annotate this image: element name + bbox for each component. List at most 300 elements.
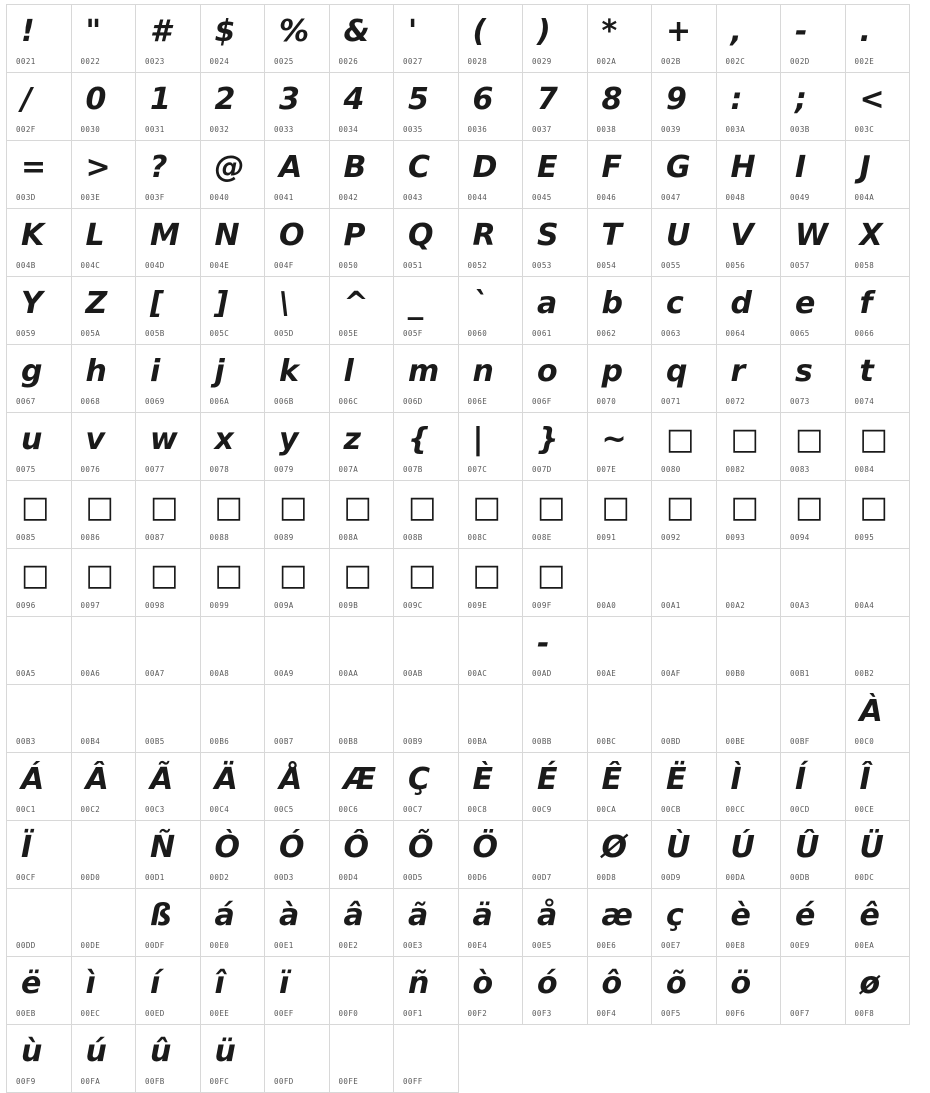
glyph-cell[interactable]: [652, 753, 717, 821]
glyph-cell[interactable]: [265, 73, 330, 141]
glyph-cell[interactable]: [72, 209, 137, 277]
glyph-cell[interactable]: [781, 957, 846, 1025]
glyph-cell[interactable]: [330, 413, 395, 481]
glyph-cell[interactable]: [201, 821, 266, 889]
glyph-codepoint: 0074: [854, 397, 875, 406]
glyph-cell[interactable]: [330, 889, 395, 957]
glyph-cell[interactable]: [265, 549, 330, 617]
glyph-cell[interactable]: [72, 617, 137, 685]
glyph-codepoint: 0033: [274, 125, 294, 134]
glyph-cell[interactable]: [201, 345, 266, 413]
glyph-preview: ø: [859, 966, 881, 1001]
glyph-cell[interactable]: [136, 413, 201, 481]
glyph-cell[interactable]: [330, 5, 395, 73]
glyph-cell[interactable]: [265, 209, 330, 277]
glyph-cell[interactable]: [394, 549, 459, 617]
glyph-preview: G: [666, 150, 691, 185]
glyph-cell[interactable]: [72, 549, 137, 617]
glyph-cell[interactable]: [652, 481, 717, 549]
glyph-cell[interactable]: [330, 753, 395, 821]
glyph-codepoint: 00B6: [209, 737, 230, 746]
glyph-preview: ?: [150, 150, 168, 185]
glyph-preview: □: [730, 422, 759, 457]
glyph-codepoint: 00E2: [338, 941, 359, 950]
glyph-codepoint: 00B0: [725, 669, 746, 678]
glyph-cell[interactable]: [136, 1025, 201, 1093]
glyph-cell[interactable]: [523, 821, 588, 889]
glyph-cell[interactable]: [781, 617, 846, 685]
glyph-cell[interactable]: [136, 481, 201, 549]
glyph-codepoint: 0097: [80, 601, 101, 610]
glyph-preview: M: [150, 218, 180, 253]
glyph-codepoint: 005B: [145, 329, 165, 338]
glyph-codepoint: 0025: [274, 57, 294, 66]
glyph-cell[interactable]: [459, 209, 524, 277]
glyph-cell[interactable]: [201, 141, 266, 209]
glyph-cell[interactable]: [588, 889, 653, 957]
glyph-preview: ú: [85, 1034, 107, 1069]
glyph-cell[interactable]: [201, 73, 266, 141]
glyph-cell[interactable]: [265, 277, 330, 345]
glyph-preview: y: [279, 422, 299, 457]
glyph-cell[interactable]: [7, 821, 72, 889]
glyph-cell[interactable]: [394, 753, 459, 821]
glyph-cell[interactable]: [523, 345, 588, 413]
glyph-preview: 8: [601, 82, 623, 117]
glyph-cell[interactable]: [459, 5, 524, 73]
glyph-cell[interactable]: [7, 549, 72, 617]
glyph-cell[interactable]: [7, 889, 72, 957]
glyph-cell[interactable]: [265, 5, 330, 73]
glyph-codepoint: 0094: [790, 533, 810, 542]
glyph-cell[interactable]: [781, 821, 846, 889]
glyph-codepoint: 0026: [338, 57, 359, 66]
glyph-cell[interactable]: [652, 413, 717, 481]
glyph-cell[interactable]: [717, 821, 782, 889]
glyph-cell[interactable]: [459, 345, 524, 413]
glyph-cell[interactable]: [652, 617, 717, 685]
glyph-preview: s: [795, 354, 813, 389]
glyph-cell[interactable]: [201, 481, 266, 549]
glyph-cell[interactable]: [201, 957, 266, 1025]
glyph-cell[interactable]: [523, 957, 588, 1025]
glyph-cell[interactable]: [136, 617, 201, 685]
glyph-cell[interactable]: [459, 617, 524, 685]
glyph-cell[interactable]: [717, 413, 782, 481]
glyph-cell[interactable]: [72, 685, 137, 753]
glyph-cell[interactable]: [781, 5, 846, 73]
glyph-cell[interactable]: [72, 277, 137, 345]
glyph-cell[interactable]: [523, 141, 588, 209]
glyph-preview: U: [666, 218, 691, 253]
glyph-preview: ": [85, 14, 102, 49]
glyph-cell[interactable]: [330, 957, 395, 1025]
glyph-cell-placeholder: [523, 1025, 588, 1093]
glyph-cell[interactable]: [523, 617, 588, 685]
glyph-cell[interactable]: [717, 481, 782, 549]
glyph-cell[interactable]: [394, 5, 459, 73]
glyph-cell[interactable]: [330, 821, 395, 889]
glyph-codepoint: 00E4: [467, 941, 488, 950]
glyph-codepoint: 00C5: [274, 805, 294, 814]
glyph-cell[interactable]: [459, 889, 524, 957]
glyph-cell[interactable]: [136, 73, 201, 141]
glyph-cell[interactable]: [459, 413, 524, 481]
glyph-cell[interactable]: [136, 5, 201, 73]
glyph-cell[interactable]: [330, 345, 395, 413]
glyph-cell[interactable]: [588, 617, 653, 685]
glyph-preview: x: [214, 422, 234, 457]
glyph-cell[interactable]: [265, 821, 330, 889]
glyph-codepoint: 00EA: [854, 941, 875, 950]
glyph-cell[interactable]: [72, 345, 137, 413]
glyph-cell[interactable]: [201, 685, 266, 753]
glyph-cell[interactable]: [652, 277, 717, 345]
glyph-cell[interactable]: [846, 617, 911, 685]
glyph-cell[interactable]: [136, 957, 201, 1025]
glyph-cell[interactable]: [265, 345, 330, 413]
glyph-cell[interactable]: [846, 345, 911, 413]
glyph-codepoint: 0099: [209, 601, 230, 610]
glyph-cell[interactable]: [781, 413, 846, 481]
glyph-cell[interactable]: [459, 685, 524, 753]
glyph-cell[interactable]: [588, 345, 653, 413]
glyph-cell[interactable]: [523, 685, 588, 753]
glyph-codepoint: 00D5: [403, 873, 423, 882]
glyph-cell[interactable]: [652, 821, 717, 889]
glyph-preview: t: [859, 354, 874, 389]
glyph-cell[interactable]: [652, 141, 717, 209]
glyph-codepoint: 007C: [467, 465, 488, 474]
glyph-cell[interactable]: [330, 277, 395, 345]
glyph-cell[interactable]: [459, 73, 524, 141]
glyph-preview: Ô: [343, 830, 370, 865]
glyph-preview: X: [859, 218, 883, 253]
glyph-cell[interactable]: [781, 277, 846, 345]
glyph-cell[interactable]: [588, 277, 653, 345]
glyph-codepoint: 00E7: [661, 941, 681, 950]
glyph-preview: 7: [537, 82, 558, 117]
glyph-cell[interactable]: [459, 277, 524, 345]
glyph-cell[interactable]: [330, 141, 395, 209]
glyph-cell[interactable]: [652, 549, 717, 617]
glyph-codepoint: 006B: [274, 397, 294, 406]
glyph-cell[interactable]: [717, 209, 782, 277]
glyph-cell[interactable]: [846, 141, 911, 209]
glyph-cell[interactable]: [523, 481, 588, 549]
glyph-cell[interactable]: [330, 549, 395, 617]
glyph-cell[interactable]: [588, 753, 653, 821]
glyph-cell[interactable]: [781, 73, 846, 141]
glyph-cell[interactable]: [846, 73, 911, 141]
glyph-codepoint: 009A: [274, 601, 294, 610]
glyph-cell[interactable]: [846, 685, 911, 753]
glyph-cell[interactable]: [781, 345, 846, 413]
glyph-cell[interactable]: [72, 753, 137, 821]
glyph-cell[interactable]: [523, 5, 588, 73]
glyph-cell[interactable]: [846, 5, 911, 73]
glyph-cell[interactable]: [459, 549, 524, 617]
glyph-cell[interactable]: [717, 889, 782, 957]
glyph-cell[interactable]: [265, 141, 330, 209]
glyph-cell[interactable]: [265, 889, 330, 957]
glyph-cell[interactable]: [72, 889, 137, 957]
glyph-preview: è: [730, 898, 751, 933]
glyph-cell[interactable]: [652, 73, 717, 141]
glyph-cell[interactable]: [846, 889, 911, 957]
glyph-cell[interactable]: [459, 753, 524, 821]
glyph-cell[interactable]: [588, 73, 653, 141]
glyph-codepoint: 0073: [790, 397, 810, 406]
glyph-preview: /: [21, 82, 32, 117]
glyph-cell[interactable]: [717, 617, 782, 685]
glyph-cell[interactable]: [7, 5, 72, 73]
glyph-cell[interactable]: [265, 481, 330, 549]
glyph-cell[interactable]: [265, 753, 330, 821]
glyph-cell[interactable]: [72, 141, 137, 209]
glyph-cell[interactable]: [72, 481, 137, 549]
glyph-codepoint: 00F3: [532, 1009, 552, 1018]
glyph-cell[interactable]: [7, 957, 72, 1025]
glyph-codepoint: 007A: [338, 465, 359, 474]
glyph-cell[interactable]: [523, 413, 588, 481]
glyph-cell[interactable]: [394, 73, 459, 141]
glyph-cell[interactable]: [136, 685, 201, 753]
glyph-cell[interactable]: [72, 73, 137, 141]
glyph-cell[interactable]: [330, 685, 395, 753]
glyph-cell[interactable]: [717, 957, 782, 1025]
glyph-cell[interactable]: [588, 481, 653, 549]
glyph-cell[interactable]: [136, 277, 201, 345]
glyph-cell[interactable]: [7, 617, 72, 685]
glyph-codepoint: 00FD: [274, 1077, 294, 1086]
glyph-cell[interactable]: [846, 413, 911, 481]
glyph-cell[interactable]: [717, 73, 782, 141]
glyph-cell[interactable]: [459, 141, 524, 209]
glyph-preview: ;: [795, 82, 807, 117]
glyph-cell[interactable]: [652, 957, 717, 1025]
glyph-cell[interactable]: [201, 5, 266, 73]
glyph-cell[interactable]: [265, 1025, 330, 1093]
glyph-cell[interactable]: [72, 1025, 137, 1093]
glyph-cell[interactable]: [523, 889, 588, 957]
glyph-cell[interactable]: [136, 209, 201, 277]
glyph-codepoint: 00E5: [532, 941, 552, 950]
glyph-cell[interactable]: [652, 889, 717, 957]
glyph-cell[interactable]: [717, 685, 782, 753]
glyph-cell[interactable]: [201, 1025, 266, 1093]
glyph-cell[interactable]: [846, 753, 911, 821]
glyph-cell[interactable]: [588, 957, 653, 1025]
glyph-cell[interactable]: [781, 141, 846, 209]
glyph-cell[interactable]: [7, 209, 72, 277]
glyph-codepoint: 0049: [790, 193, 810, 202]
glyph-cell[interactable]: [136, 821, 201, 889]
glyph-cell[interactable]: [265, 413, 330, 481]
glyph-cell[interactable]: [7, 753, 72, 821]
glyph-cell[interactable]: [717, 549, 782, 617]
glyph-cell[interactable]: [394, 821, 459, 889]
glyph-codepoint: 0082: [725, 465, 746, 474]
glyph-cell[interactable]: [201, 617, 266, 685]
glyph-cell[interactable]: [265, 685, 330, 753]
glyph-cell[interactable]: [523, 209, 588, 277]
glyph-cell[interactable]: [394, 685, 459, 753]
glyph-codepoint: 004A: [854, 193, 875, 202]
glyph-cell[interactable]: [588, 209, 653, 277]
glyph-cell[interactable]: [201, 277, 266, 345]
glyph-cell[interactable]: [717, 277, 782, 345]
glyph-preview: □: [21, 558, 50, 593]
glyph-preview: Ü: [859, 830, 884, 865]
glyph-codepoint: 0077: [145, 465, 165, 474]
glyph-codepoint: 002D: [790, 57, 810, 66]
glyph-cell[interactable]: [265, 957, 330, 1025]
glyph-cell[interactable]: [588, 549, 653, 617]
glyph-cell[interactable]: [781, 889, 846, 957]
glyph-cell[interactable]: [394, 345, 459, 413]
glyph-cell[interactable]: [201, 753, 266, 821]
glyph-cell[interactable]: [717, 345, 782, 413]
glyph-cell[interactable]: [846, 957, 911, 1025]
glyph-cell[interactable]: [846, 209, 911, 277]
glyph-cell[interactable]: [717, 753, 782, 821]
glyph-cell[interactable]: [201, 889, 266, 957]
glyph-cell[interactable]: [781, 481, 846, 549]
glyph-preview: Æ: [343, 762, 377, 797]
glyph-preview: q: [666, 354, 688, 389]
glyph-codepoint: 006D: [403, 397, 423, 406]
glyph-cell[interactable]: [136, 141, 201, 209]
glyph-cell[interactable]: [652, 209, 717, 277]
glyph-cell[interactable]: [72, 5, 137, 73]
glyph-cell[interactable]: [588, 141, 653, 209]
glyph-preview: @: [214, 150, 245, 185]
glyph-cell[interactable]: [588, 821, 653, 889]
glyph-codepoint: 0055: [661, 261, 681, 270]
glyph-cell[interactable]: [781, 209, 846, 277]
glyph-cell[interactable]: [781, 685, 846, 753]
glyph-cell[interactable]: [717, 5, 782, 73]
glyph-cell[interactable]: [394, 141, 459, 209]
glyph-preview: Ä: [214, 762, 238, 797]
glyph-codepoint: 004D: [145, 261, 165, 270]
glyph-cell[interactable]: [7, 345, 72, 413]
glyph-cell[interactable]: [7, 277, 72, 345]
glyph-cell[interactable]: [330, 481, 395, 549]
glyph-codepoint: 00CF: [16, 873, 36, 882]
glyph-cell[interactable]: [201, 413, 266, 481]
glyph-cell[interactable]: [7, 481, 72, 549]
glyph-preview: c: [666, 286, 684, 321]
glyph-cell[interactable]: [394, 209, 459, 277]
glyph-cell[interactable]: [846, 821, 911, 889]
glyph-cell[interactable]: [265, 617, 330, 685]
glyph-codepoint: 00EE: [209, 1009, 230, 1018]
glyph-preview: #: [150, 14, 171, 49]
glyph-cell[interactable]: [459, 957, 524, 1025]
glyph-preview: _: [408, 286, 423, 321]
glyph-cell[interactable]: [588, 685, 653, 753]
glyph-cell[interactable]: [136, 345, 201, 413]
glyph-cell[interactable]: [201, 549, 266, 617]
glyph-preview: □: [472, 490, 501, 525]
glyph-cell[interactable]: [652, 685, 717, 753]
glyph-cell[interactable]: [652, 5, 717, 73]
glyph-cell[interactable]: [781, 753, 846, 821]
glyph-cell[interactable]: [588, 413, 653, 481]
glyph-preview: □: [21, 490, 50, 525]
glyph-cell[interactable]: [394, 413, 459, 481]
glyph-cell[interactable]: [523, 549, 588, 617]
glyph-cell[interactable]: [781, 549, 846, 617]
glyph-preview: À: [859, 694, 883, 729]
glyph-cell[interactable]: [394, 277, 459, 345]
glyph-cell[interactable]: [136, 753, 201, 821]
glyph-cell[interactable]: [330, 617, 395, 685]
glyph-codepoint: 00AC: [467, 669, 488, 678]
glyph-preview: O: [279, 218, 305, 253]
glyph-preview: ç: [666, 898, 684, 933]
glyph-cell[interactable]: [459, 821, 524, 889]
glyph-preview: :: [730, 82, 743, 117]
glyph-cell[interactable]: [136, 549, 201, 617]
glyph-cell[interactable]: [330, 209, 395, 277]
glyph-preview: ô: [601, 966, 623, 1001]
glyph-cell[interactable]: [72, 413, 137, 481]
glyph-cell[interactable]: [136, 889, 201, 957]
glyph-cell[interactable]: [72, 821, 137, 889]
glyph-cell[interactable]: [394, 617, 459, 685]
glyph-cell[interactable]: [588, 5, 653, 73]
glyph-cell[interactable]: [72, 957, 137, 1025]
glyph-cell[interactable]: [846, 277, 911, 345]
glyph-codepoint: 00A7: [145, 669, 165, 678]
glyph-codepoint: 00DA: [725, 873, 746, 882]
glyph-cell[interactable]: [459, 481, 524, 549]
glyph-preview: <: [859, 82, 885, 117]
glyph-cell[interactable]: [201, 209, 266, 277]
glyph-cell[interactable]: [394, 957, 459, 1025]
glyph-cell[interactable]: [846, 481, 911, 549]
glyph-cell[interactable]: [523, 753, 588, 821]
glyph-preview: v: [85, 422, 106, 457]
glyph-cell[interactable]: [7, 141, 72, 209]
glyph-cell[interactable]: [394, 889, 459, 957]
glyph-cell[interactable]: [7, 1025, 72, 1093]
glyph-cell[interactable]: [846, 549, 911, 617]
glyph-preview: ò: [472, 966, 494, 1001]
glyph-codepoint: 0042: [338, 193, 359, 202]
glyph-codepoint: 003C: [854, 125, 875, 134]
glyph-cell[interactable]: [330, 1025, 395, 1093]
glyph-codepoint: 002F: [16, 125, 36, 134]
glyph-cell[interactable]: [7, 413, 72, 481]
glyph-codepoint: 0052: [467, 261, 488, 270]
glyph-cell[interactable]: [330, 73, 395, 141]
glyph-cell[interactable]: [717, 141, 782, 209]
glyph-cell[interactable]: [523, 73, 588, 141]
glyph-cell[interactable]: [652, 345, 717, 413]
glyph-preview: Ù: [666, 830, 691, 865]
glyph-cell[interactable]: [394, 1025, 459, 1093]
glyph-cell[interactable]: [7, 73, 72, 141]
glyph-cell[interactable]: [394, 481, 459, 549]
glyph-codepoint: 005F: [403, 329, 423, 338]
glyph-preview: p: [601, 354, 623, 389]
glyph-cell[interactable]: [7, 685, 72, 753]
glyph-cell[interactable]: [523, 277, 588, 345]
